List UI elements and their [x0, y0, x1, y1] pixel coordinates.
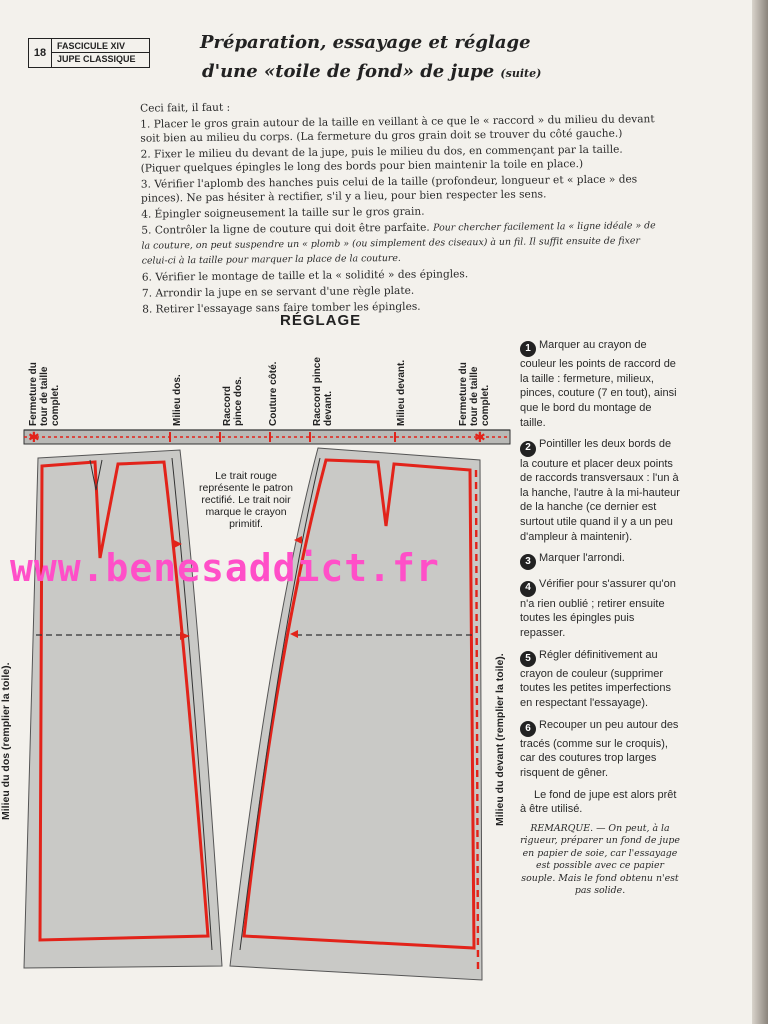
intro-item: 4. Épingler soigneusement la taille sur le gros grain. — [141, 205, 425, 221]
label-raccord-pince-dos: Raccord pince dos. — [222, 376, 244, 426]
step-item — [520, 648, 680, 711]
intro-item: 2. Fixer le milieu du devant de la jupe, puis le milieu du dos, en commençant par la taille. (Piquer quelques épingles le long des bords pour bien maintenir la toile en place.) — [140, 143, 623, 175]
step-number: 4 — [520, 581, 536, 597]
intro-lead: Ceci fait, il faut : — [140, 101, 231, 115]
step-text: Marquer l'arrondi. — [539, 552, 625, 565]
intro-text — [104, 96, 666, 319]
step-number: 3 — [520, 554, 536, 570]
step-item — [520, 437, 680, 544]
closure-star-left: ✱ — [28, 430, 40, 446]
pattern-diagram — [0, 330, 520, 990]
header-divider — [51, 52, 149, 53]
label-front-fold: Milieu du devant (remplier la toile). — [494, 653, 506, 826]
step-text: Régler définitivement au crayon de couleur (supprimer toutes les petites imperfections en respectant l'essayage). — [520, 648, 672, 709]
label-milieu-dos: Milieu dos. — [172, 374, 183, 426]
step-text: Pointiller les deux bords de la couture et placer deux points de raccords transversaux : l'un à la hanche, l'autre à la mi-hauteur de la hanche (ce dernier est surtout utile quand il y a un peu d'ampleur à maintenir). — [520, 438, 680, 543]
title-line-1: Préparation, essayage et réglage — [200, 32, 531, 53]
title-line-2: d'une «toile de fond» de jupe — [202, 61, 495, 82]
title-suffix: (suite) — [500, 67, 542, 80]
title-line-2-wrap — [200, 57, 580, 88]
intro-item: 3. Vérifier l'aplomb des hanches puis celui de la taille (profondeur, longueur et « place » des pinces). Ne pas hésiter à rectifier, s'il y a lieu, pour bien respecter les sens. — [140, 173, 638, 205]
intro-item: 8. Retirer l'essayage sans faire tomber les épingles. — [142, 300, 421, 316]
closure-star-right: ✱ — [474, 430, 486, 446]
step-item — [520, 718, 680, 781]
intro-item-5-main: 5. Contrôler la ligne de couture qui doit être parfaite. — [141, 221, 430, 237]
fascicule-label: FASCICULE XIV — [57, 41, 126, 51]
intro-item: 6. Vérifier le montage de taille et la « solidité » des épingles. — [141, 268, 469, 284]
step-item — [520, 338, 680, 430]
step-number: 5 — [520, 651, 536, 667]
step-number: 6 — [520, 721, 536, 737]
step-text: Vérifier pour s'assurer qu'on n'a rien oublié ; retirer ensuite toutes les épingles puis repasser. — [520, 578, 676, 639]
label-closure-right: Fermeture du tour de taille complet. — [458, 362, 491, 426]
steps-column — [520, 338, 680, 898]
step-text: Recouper un peu autour des tracés (comme sur le croquis), car des coutures trop larges risquent de gêner. — [520, 718, 679, 780]
pattern-drawing — [0, 330, 520, 990]
step-text: Marquer au crayon de couleur les points de raccord de la taille : fermeture, milieux, pinces, couture (7 en tout), ainsi que le bord du montage de taille. — [520, 339, 677, 429]
final-note: Le fond de jupe est alors prêt à être utilisé. — [520, 788, 677, 816]
watermark: www.benesaddict.fr — [10, 546, 440, 590]
page-edge — [752, 0, 768, 1024]
label-couture-cote: Couture côté. — [268, 361, 279, 426]
step-item — [520, 551, 680, 570]
subject-label: JUPE CLASSIQUE — [57, 54, 136, 64]
label-closure-left: Fermeture du tour de taille complet. — [28, 362, 61, 426]
label-milieu-devant: Milieu devant. — [396, 359, 407, 426]
step-number: 2 — [520, 441, 536, 457]
step-item — [520, 577, 680, 640]
page-title — [200, 28, 580, 88]
label-raccord-pince-devant: Raccord pince devant. — [312, 357, 334, 426]
page-number: 18 — [29, 39, 52, 67]
intro-item-5 — [105, 218, 665, 269]
label-back-fold: Milieu du dos (remplier la toile). — [0, 662, 12, 820]
remark-note: REMARQUE. — On peut, à la rigueur, préparer un fond de jupe en papier de soie, car l'essayage est possible avec ce papier souple. Mais le fond obtenu n'est pas solide. — [520, 822, 680, 897]
back-panel — [24, 450, 222, 968]
step-number: 1 — [520, 341, 536, 357]
section-title: RÉGLAGE — [280, 312, 362, 329]
chapter-header — [28, 38, 150, 68]
intro-item: 1. Placer le gros grain autour de la taille en veillant à ce que le « raccord » du milieu du devant soit bien au milieu du corps. (La fermeture du gros grain doit se trouver du côté gauche.) — [140, 113, 655, 145]
intro-item-5-note: Pour chercher facilement la « ligne idéale » de la couture, on peut suspendre un « plomb » (ou simplement des ciseaux) à un fil. Il suffit ensuite de fixer celui-ci à la taille pour marquer la place de la couture. — [141, 220, 656, 267]
intro-item: 7. Arrondir la jupe en se servant d'une règle plate. — [141, 284, 415, 300]
diagram-legend: Le trait rouge représente le patron rectifié. Le trait noir marque le crayon primitif. — [199, 470, 293, 530]
